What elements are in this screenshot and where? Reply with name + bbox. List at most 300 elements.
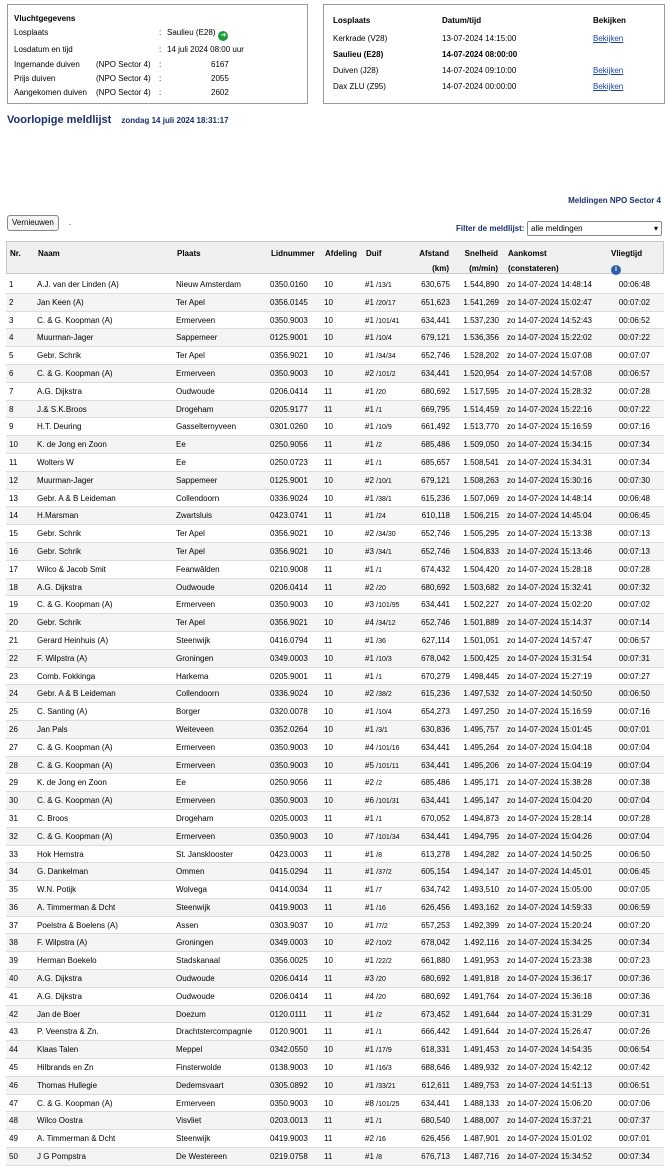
duif-ring: /101/16 bbox=[376, 744, 400, 752]
cell-afstand: 688,646 bbox=[421, 1063, 450, 1073]
cell-afstand: 634,441 bbox=[421, 760, 450, 770]
cell-afdeling: 10 bbox=[324, 1063, 333, 1073]
cell-nr: 38 bbox=[9, 938, 18, 948]
table-row[interactable] bbox=[6, 454, 664, 472]
cell-naam: Hilbrands en Zn bbox=[37, 1063, 94, 1073]
info-icon[interactable]: i bbox=[611, 265, 621, 275]
cell-lidnummer: 0350.9003 bbox=[270, 796, 308, 806]
cell-afdeling: 10 bbox=[324, 618, 333, 628]
vlucht-sector: (NPO Sector 4) bbox=[96, 60, 151, 69]
duif-rank: #1 bbox=[365, 724, 374, 734]
cell-nr: 39 bbox=[9, 956, 18, 966]
cell-afdeling: 10 bbox=[324, 546, 333, 556]
cell-plaats: St. Jansklooster bbox=[176, 849, 233, 859]
duif-ring: /7/2 bbox=[376, 922, 388, 930]
cell-lidnummer: 0350.9003 bbox=[270, 315, 308, 325]
vlucht-count: 2055 bbox=[211, 74, 229, 83]
cell-afdeling: 10 bbox=[324, 280, 333, 289]
duif-rank: #3 bbox=[365, 546, 374, 556]
duif-rank: #1 bbox=[365, 885, 374, 895]
cell-plaats: Steenwijk bbox=[176, 902, 211, 912]
cell-vliegtijd: 00:07:34 bbox=[618, 440, 650, 450]
duif-rank: #1 bbox=[365, 902, 374, 912]
table-row[interactable] bbox=[6, 401, 664, 419]
duif-ring: /10/2 bbox=[376, 940, 392, 948]
cell-naam: Poelstra & Boelens (A) bbox=[37, 920, 118, 930]
cell-nr: 42 bbox=[9, 1009, 18, 1019]
cell-snelheid: 1.528,202 bbox=[463, 351, 499, 361]
cell-naam: C. Broos bbox=[37, 813, 69, 823]
duif-ring: /33/21 bbox=[376, 1082, 396, 1090]
cell-vliegtijd: 00:07:14 bbox=[618, 618, 650, 628]
cell-vliegtijd: 00:07:05 bbox=[618, 885, 650, 895]
table-row[interactable] bbox=[6, 579, 664, 597]
cell-aankomst: zo 14-07-2024 15:31:29 bbox=[507, 1009, 592, 1019]
cell-nr: 21 bbox=[9, 635, 18, 645]
cell-lidnummer: 0356.9021 bbox=[270, 618, 308, 628]
cell-naam: Jan Keen (A) bbox=[37, 297, 84, 307]
cell-vliegtijd: 00:07:36 bbox=[618, 974, 650, 984]
losplaats-datum: 14-07-2024 08:00:00 bbox=[442, 50, 518, 59]
cell-vliegtijd: 00:07:07 bbox=[618, 351, 650, 361]
duif-ring: /20/17 bbox=[376, 299, 396, 307]
table-row[interactable] bbox=[6, 952, 664, 970]
duif-rank: #1 bbox=[365, 1063, 374, 1073]
cell-lidnummer: 0419.9003 bbox=[270, 1134, 308, 1144]
cell-vliegtijd: 00:07:32 bbox=[618, 582, 650, 592]
table-row[interactable] bbox=[6, 1023, 664, 1041]
cell-vliegtijd: 00:06:59 bbox=[618, 902, 650, 912]
table-row[interactable] bbox=[6, 507, 664, 525]
cell-duif bbox=[365, 1023, 382, 1042]
cell-afdeling: 10 bbox=[324, 600, 333, 610]
cell-lidnummer: 0219.0758 bbox=[270, 1152, 308, 1162]
cell-naam: A.G. Dijkstra bbox=[37, 974, 82, 984]
cell-afstand: 634,441 bbox=[421, 315, 450, 325]
cell-snelheid: 1.487,901 bbox=[463, 1134, 499, 1144]
cell-snelheid: 1.489,932 bbox=[463, 1063, 499, 1073]
cell-vliegtijd: 00:06:57 bbox=[618, 635, 650, 645]
th-aankomst bbox=[508, 246, 559, 276]
cell-afstand: 666,442 bbox=[421, 1027, 450, 1037]
refresh-button[interactable]: Vernieuwen bbox=[7, 215, 59, 231]
table-row[interactable] bbox=[6, 934, 664, 952]
cell-lidnummer: 0205.9177 bbox=[270, 404, 308, 414]
cell-afstand: 680,692 bbox=[421, 386, 450, 396]
cell-afstand: 634,441 bbox=[421, 742, 450, 752]
cell-aankomst: zo 14-07-2024 15:04:19 bbox=[507, 760, 592, 770]
cell-vliegtijd: 00:06:45 bbox=[618, 511, 650, 521]
table-row[interactable] bbox=[6, 721, 664, 739]
cell-afstand: 670,052 bbox=[421, 813, 450, 823]
filter-select[interactable] bbox=[527, 221, 662, 236]
cell-aankomst: zo 14-07-2024 15:20:24 bbox=[507, 920, 592, 930]
cell-nr: 6 bbox=[9, 368, 14, 378]
cell-plaats: Meppel bbox=[176, 1045, 203, 1055]
table-row[interactable] bbox=[6, 792, 664, 810]
cell-lidnummer: 0415.0294 bbox=[270, 867, 308, 877]
vlucht-value-text: Saulieu (E28) bbox=[167, 28, 216, 37]
cell-nr: 29 bbox=[9, 778, 18, 788]
cell-nr: 15 bbox=[9, 529, 18, 539]
cell-plaats: Ermerveen bbox=[176, 760, 216, 770]
table-row[interactable] bbox=[6, 970, 664, 988]
arrow-right-icon[interactable]: ➜ bbox=[218, 31, 228, 41]
cell-duif bbox=[365, 329, 392, 348]
cell-plaats: Nieuw Amsterdam bbox=[176, 280, 241, 289]
cell-aankomst: zo 14-07-2024 15:32:41 bbox=[507, 582, 592, 592]
cell-vliegtijd: 00:07:04 bbox=[618, 760, 650, 770]
th-aankomst-sub: (constateren) bbox=[508, 264, 559, 273]
cell-lidnummer: 0349.0003 bbox=[270, 653, 308, 663]
cell-nr: 40 bbox=[9, 974, 18, 984]
duif-ring: /1 bbox=[376, 406, 382, 414]
table-row[interactable] bbox=[6, 917, 664, 935]
cell-aankomst: zo 14-07-2024 14:50:25 bbox=[507, 849, 592, 859]
table-row[interactable] bbox=[6, 1006, 664, 1024]
cell-nr: 23 bbox=[9, 671, 18, 681]
cell-plaats: Ommen bbox=[176, 867, 205, 877]
bekijken-link[interactable]: Bekijken bbox=[593, 34, 624, 43]
cell-afstand: 652,746 bbox=[421, 529, 450, 539]
table-row[interactable] bbox=[6, 472, 664, 490]
vlucht-row bbox=[14, 87, 304, 98]
duif-rank: #3 bbox=[365, 974, 374, 984]
duif-rank: #1 bbox=[365, 422, 374, 432]
cell-lidnummer: 0350.9003 bbox=[270, 742, 308, 752]
table-row[interactable] bbox=[6, 312, 664, 330]
duif-ring: /8 bbox=[376, 851, 382, 859]
cell-vliegtijd: 00:06:54 bbox=[618, 1045, 650, 1055]
cell-duif bbox=[365, 703, 392, 722]
cell-lidnummer: 0356.0025 bbox=[270, 956, 308, 966]
cell-aankomst: zo 14-07-2024 14:54:35 bbox=[507, 1045, 592, 1055]
cell-vliegtijd: 00:07:01 bbox=[618, 1134, 650, 1144]
table-row[interactable] bbox=[6, 650, 664, 668]
cell-duif bbox=[365, 1041, 392, 1060]
cell-lidnummer: 0423.0003 bbox=[270, 849, 308, 859]
cell-naam: C. & G. Koopman (A) bbox=[37, 796, 113, 806]
th-afstand-label: Afstand bbox=[419, 249, 449, 258]
duif-ring: /34/12 bbox=[376, 620, 396, 628]
cell-lidnummer: 0138.9003 bbox=[270, 1063, 308, 1073]
vlucht-colon: : bbox=[159, 60, 162, 69]
cell-aankomst: zo 14-07-2024 15:04:18 bbox=[507, 742, 592, 752]
cell-afstand: 634,441 bbox=[421, 831, 450, 841]
cell-nr: 50 bbox=[9, 1152, 18, 1162]
cell-afdeling: 10 bbox=[324, 760, 333, 770]
duif-rank: #2 bbox=[365, 1134, 374, 1144]
cell-vliegtijd: 00:07:04 bbox=[618, 831, 650, 841]
cell-afstand: 685,486 bbox=[421, 440, 450, 450]
table-row[interactable] bbox=[6, 543, 664, 561]
duif-ring: /34/1 bbox=[376, 548, 392, 556]
cell-afstand: 678,042 bbox=[421, 653, 450, 663]
cell-snelheid: 1.500,425 bbox=[463, 653, 499, 663]
cell-vliegtijd: 00:07:13 bbox=[618, 529, 650, 539]
cell-nr: 41 bbox=[9, 991, 18, 1001]
cell-duif bbox=[365, 312, 400, 331]
cell-vliegtijd: 00:06:45 bbox=[618, 867, 650, 877]
cell-nr: 13 bbox=[9, 493, 18, 503]
cell-snelheid: 1.504,833 bbox=[463, 546, 499, 556]
cell-duif bbox=[365, 899, 386, 918]
losplaats-bekijken-cell bbox=[593, 79, 623, 94]
cell-naam: Comb. Fokkinga bbox=[37, 671, 96, 681]
cell-naam: C. & G. Koopman (A) bbox=[37, 315, 113, 325]
table-row[interactable] bbox=[6, 383, 664, 401]
cell-afdeling: 10 bbox=[324, 315, 333, 325]
cell-afdeling: 10 bbox=[324, 333, 333, 343]
duif-rank: #2 bbox=[365, 778, 374, 788]
cell-duif bbox=[365, 1148, 382, 1167]
table-row[interactable] bbox=[6, 276, 664, 294]
cell-plaats: Doezum bbox=[176, 1009, 206, 1019]
cell-snelheid: 1.514,459 bbox=[463, 404, 499, 414]
cell-naam: H.Marsman bbox=[37, 511, 79, 521]
duif-rank: #1 bbox=[365, 671, 374, 681]
cell-afdeling: 11 bbox=[324, 582, 333, 592]
table-row[interactable] bbox=[6, 1112, 664, 1130]
cell-afdeling: 11 bbox=[324, 1116, 333, 1126]
cell-afstand: 634,742 bbox=[421, 885, 450, 895]
table-row[interactable] bbox=[6, 490, 664, 508]
table-row[interactable] bbox=[6, 1130, 664, 1148]
cell-nr: 30 bbox=[9, 796, 18, 806]
cell-snelheid: 1.495,757 bbox=[463, 724, 499, 734]
cell-naam: Gebr. Schrik bbox=[37, 351, 82, 361]
cell-duif bbox=[365, 1077, 396, 1096]
cell-vliegtijd: 00:06:50 bbox=[618, 849, 650, 859]
cell-vliegtijd: 00:07:34 bbox=[618, 938, 650, 948]
vlucht-row bbox=[14, 73, 304, 84]
cell-afdeling: 11 bbox=[324, 1009, 333, 1019]
cell-plaats: Finsterwolde bbox=[176, 1063, 222, 1073]
duif-rank: #1 bbox=[365, 457, 374, 467]
cell-naam: J.& S.K.Broos bbox=[37, 404, 87, 414]
duif-rank: #1 bbox=[365, 813, 374, 823]
cell-snelheid: 1.487,716 bbox=[463, 1152, 499, 1162]
cell-vliegtijd: 00:07:01 bbox=[618, 724, 650, 734]
table-row[interactable] bbox=[6, 668, 664, 686]
bekijken-link[interactable]: Bekijken bbox=[593, 82, 624, 91]
duif-ring: /34/34 bbox=[376, 353, 396, 361]
table-row[interactable] bbox=[6, 561, 664, 579]
cell-aankomst: zo 14-07-2024 15:34:52 bbox=[507, 1152, 592, 1162]
table-row[interactable] bbox=[6, 988, 664, 1006]
table-row[interactable] bbox=[6, 632, 664, 650]
cell-snelheid: 1.498,445 bbox=[463, 671, 499, 681]
cell-vliegtijd: 00:07:06 bbox=[618, 1098, 650, 1108]
cell-aankomst: zo 14-07-2024 15:34:31 bbox=[507, 457, 592, 467]
th-snelheid bbox=[465, 246, 498, 276]
cell-vliegtijd: 00:07:28 bbox=[618, 813, 650, 823]
cell-snelheid: 1.501,889 bbox=[463, 618, 499, 628]
table-row[interactable] bbox=[6, 365, 664, 383]
cell-vliegtijd: 00:07:36 bbox=[618, 991, 650, 1001]
cell-duif bbox=[365, 1059, 392, 1078]
th-afstand-unit: (km) bbox=[432, 264, 449, 273]
cell-duif bbox=[365, 276, 392, 295]
duif-ring: /101/34 bbox=[376, 833, 400, 841]
cell-afdeling: 10 bbox=[324, 1045, 333, 1055]
table-row[interactable] bbox=[6, 881, 664, 899]
cell-afdeling: 11 bbox=[324, 1152, 333, 1162]
cell-duif bbox=[365, 1130, 386, 1149]
cell-vliegtijd: 00:06:57 bbox=[618, 368, 650, 378]
cell-aankomst: zo 14-07-2024 15:31:54 bbox=[507, 653, 592, 663]
cell-vliegtijd: 00:06:48 bbox=[618, 280, 650, 289]
cell-afdeling: 10 bbox=[324, 475, 333, 485]
table-row[interactable] bbox=[6, 614, 664, 632]
cell-afdeling: 10 bbox=[324, 1080, 333, 1090]
table-row[interactable] bbox=[6, 1077, 664, 1095]
cell-nr: 14 bbox=[9, 511, 18, 521]
cell-plaats: Ermerveen bbox=[176, 368, 216, 378]
toolbar-dot: . bbox=[69, 218, 72, 227]
cell-afdeling: 11 bbox=[324, 1027, 333, 1037]
cell-afstand: 615,236 bbox=[421, 493, 450, 503]
table-row[interactable] bbox=[6, 1148, 664, 1166]
cell-aankomst: zo 14-07-2024 15:36:18 bbox=[507, 991, 592, 1001]
duif-ring: /1 bbox=[376, 673, 382, 681]
losplaats-name: Saulieu (E28) bbox=[333, 50, 384, 59]
table-row[interactable] bbox=[6, 685, 664, 703]
cell-lidnummer: 0350.9003 bbox=[270, 368, 308, 378]
duif-ring: /16 bbox=[376, 904, 386, 912]
cell-lidnummer: 0206.0414 bbox=[270, 386, 308, 396]
duif-ring: /101/25 bbox=[376, 1100, 400, 1108]
cell-afstand: 634,441 bbox=[421, 1098, 450, 1108]
cell-duif bbox=[365, 632, 386, 651]
cell-duif bbox=[365, 668, 382, 687]
table-row[interactable] bbox=[6, 1059, 664, 1077]
cell-afdeling: 10 bbox=[324, 938, 333, 948]
table-row[interactable] bbox=[6, 1041, 664, 1059]
duif-rank: #1 bbox=[365, 849, 374, 859]
cell-naam: Gebr. Schrik bbox=[37, 529, 82, 539]
cell-naam: C. & G. Koopman (A) bbox=[37, 368, 113, 378]
losplaats-bekijken-cell bbox=[593, 63, 623, 78]
cell-afdeling: 11 bbox=[324, 902, 333, 912]
cell-plaats: Oudwoude bbox=[176, 974, 215, 984]
cell-naam: A.G. Dijkstra bbox=[37, 991, 82, 1001]
vlucht-label: Aangekomen duiven bbox=[14, 88, 87, 97]
cell-aankomst: zo 14-07-2024 15:06:20 bbox=[507, 1098, 592, 1108]
th-duif: Duif bbox=[366, 249, 382, 258]
cell-naam: Jan Pals bbox=[37, 724, 68, 734]
cell-plaats: Visvliet bbox=[176, 1116, 202, 1126]
cell-snelheid: 1.517,595 bbox=[463, 386, 499, 396]
bekijken-link[interactable]: Bekijken bbox=[593, 66, 624, 75]
cell-afstand: 627,114 bbox=[421, 635, 450, 645]
duif-ring: /16 bbox=[376, 1136, 386, 1144]
table-row[interactable] bbox=[6, 525, 664, 543]
cell-nr: 12 bbox=[9, 475, 18, 485]
cell-lidnummer: 0206.0414 bbox=[270, 991, 308, 1001]
duif-rank: #8 bbox=[365, 1098, 374, 1108]
cell-naam: J G Pompstra bbox=[37, 1152, 86, 1162]
cell-lidnummer: 0205.0003 bbox=[270, 813, 308, 823]
vlucht-value-text: 14 juli 2024 08:00 uur bbox=[167, 45, 244, 54]
cell-afstand: 679,121 bbox=[421, 333, 450, 343]
duif-ring: /3/1 bbox=[376, 726, 388, 734]
table-row[interactable] bbox=[6, 294, 664, 312]
table-row[interactable] bbox=[6, 810, 664, 828]
table-row[interactable] bbox=[6, 774, 664, 792]
duif-ring: /1 bbox=[376, 815, 382, 823]
duif-rank: #7 bbox=[365, 831, 374, 841]
cell-duif bbox=[365, 614, 396, 633]
filter-label: Filter de meldlijst: bbox=[456, 224, 525, 233]
cell-vliegtijd: 00:07:22 bbox=[618, 404, 650, 414]
cell-aankomst: zo 14-07-2024 14:57:47 bbox=[507, 635, 592, 645]
table-row[interactable] bbox=[6, 1095, 664, 1113]
cell-plaats: Ermerveen bbox=[176, 315, 216, 325]
cell-afstand: 680,540 bbox=[421, 1116, 450, 1126]
duif-rank: #1 bbox=[365, 297, 374, 307]
cell-afdeling: 11 bbox=[324, 813, 333, 823]
cell-afstand: 680,692 bbox=[421, 974, 450, 984]
cell-naam: Wilco & Jacob Smit bbox=[37, 564, 106, 574]
cell-vliegtijd: 00:07:26 bbox=[618, 1027, 650, 1037]
cell-nr: 9 bbox=[9, 422, 14, 432]
table-row[interactable] bbox=[6, 347, 664, 365]
cell-afstand: 676,713 bbox=[421, 1152, 450, 1162]
table-row[interactable] bbox=[6, 828, 664, 846]
table-row[interactable] bbox=[6, 899, 664, 917]
vlucht-value bbox=[167, 44, 244, 55]
duif-rank: #1 bbox=[365, 404, 374, 414]
cell-afstand: 670,279 bbox=[421, 671, 450, 681]
duif-ring: /22/2 bbox=[376, 958, 392, 966]
cell-plaats: Drachtstercompagnie bbox=[176, 1027, 253, 1037]
cell-afdeling: 10 bbox=[324, 796, 333, 806]
table-row[interactable] bbox=[6, 418, 664, 436]
cell-aankomst: zo 14-07-2024 15:04:20 bbox=[507, 796, 592, 806]
table-row[interactable] bbox=[6, 846, 664, 864]
cell-naam: Muurman-Jager bbox=[37, 475, 94, 485]
cell-aankomst: zo 14-07-2024 15:13:38 bbox=[507, 529, 592, 539]
cell-afstand: 652,746 bbox=[421, 618, 450, 628]
cell-plaats: Wolvega bbox=[176, 885, 207, 895]
table-row[interactable] bbox=[6, 863, 664, 881]
table-row[interactable] bbox=[6, 436, 664, 454]
cell-naam: Herman Boekelo bbox=[37, 956, 97, 966]
cell-plaats: Borger bbox=[176, 707, 201, 717]
cell-afdeling: 10 bbox=[324, 707, 333, 717]
cell-naam: Gebr. A & B Leideman bbox=[37, 493, 116, 503]
cell-lidnummer: 0349.0003 bbox=[270, 938, 308, 948]
cell-snelheid: 1.492,399 bbox=[463, 920, 499, 930]
cell-afstand: 634,441 bbox=[421, 368, 450, 378]
cell-vliegtijd: 00:07:16 bbox=[618, 422, 650, 432]
cell-duif bbox=[365, 1112, 382, 1131]
cell-vliegtijd: 00:07:04 bbox=[618, 796, 650, 806]
cell-snelheid: 1.491,764 bbox=[463, 991, 499, 1001]
cell-plaats: Ee bbox=[176, 440, 186, 450]
cell-vliegtijd: 00:07:42 bbox=[618, 1063, 650, 1073]
cell-afdeling: 10 bbox=[324, 831, 333, 841]
table-row[interactable] bbox=[6, 596, 664, 614]
table-row[interactable] bbox=[6, 329, 664, 347]
table-row[interactable] bbox=[6, 739, 664, 757]
table-row[interactable] bbox=[6, 703, 664, 721]
duif-rank: #1 bbox=[365, 1152, 374, 1162]
cell-lidnummer: 0342.0550 bbox=[270, 1045, 308, 1055]
table-row[interactable] bbox=[6, 757, 664, 775]
cell-plaats: Ermerveen bbox=[176, 600, 216, 610]
